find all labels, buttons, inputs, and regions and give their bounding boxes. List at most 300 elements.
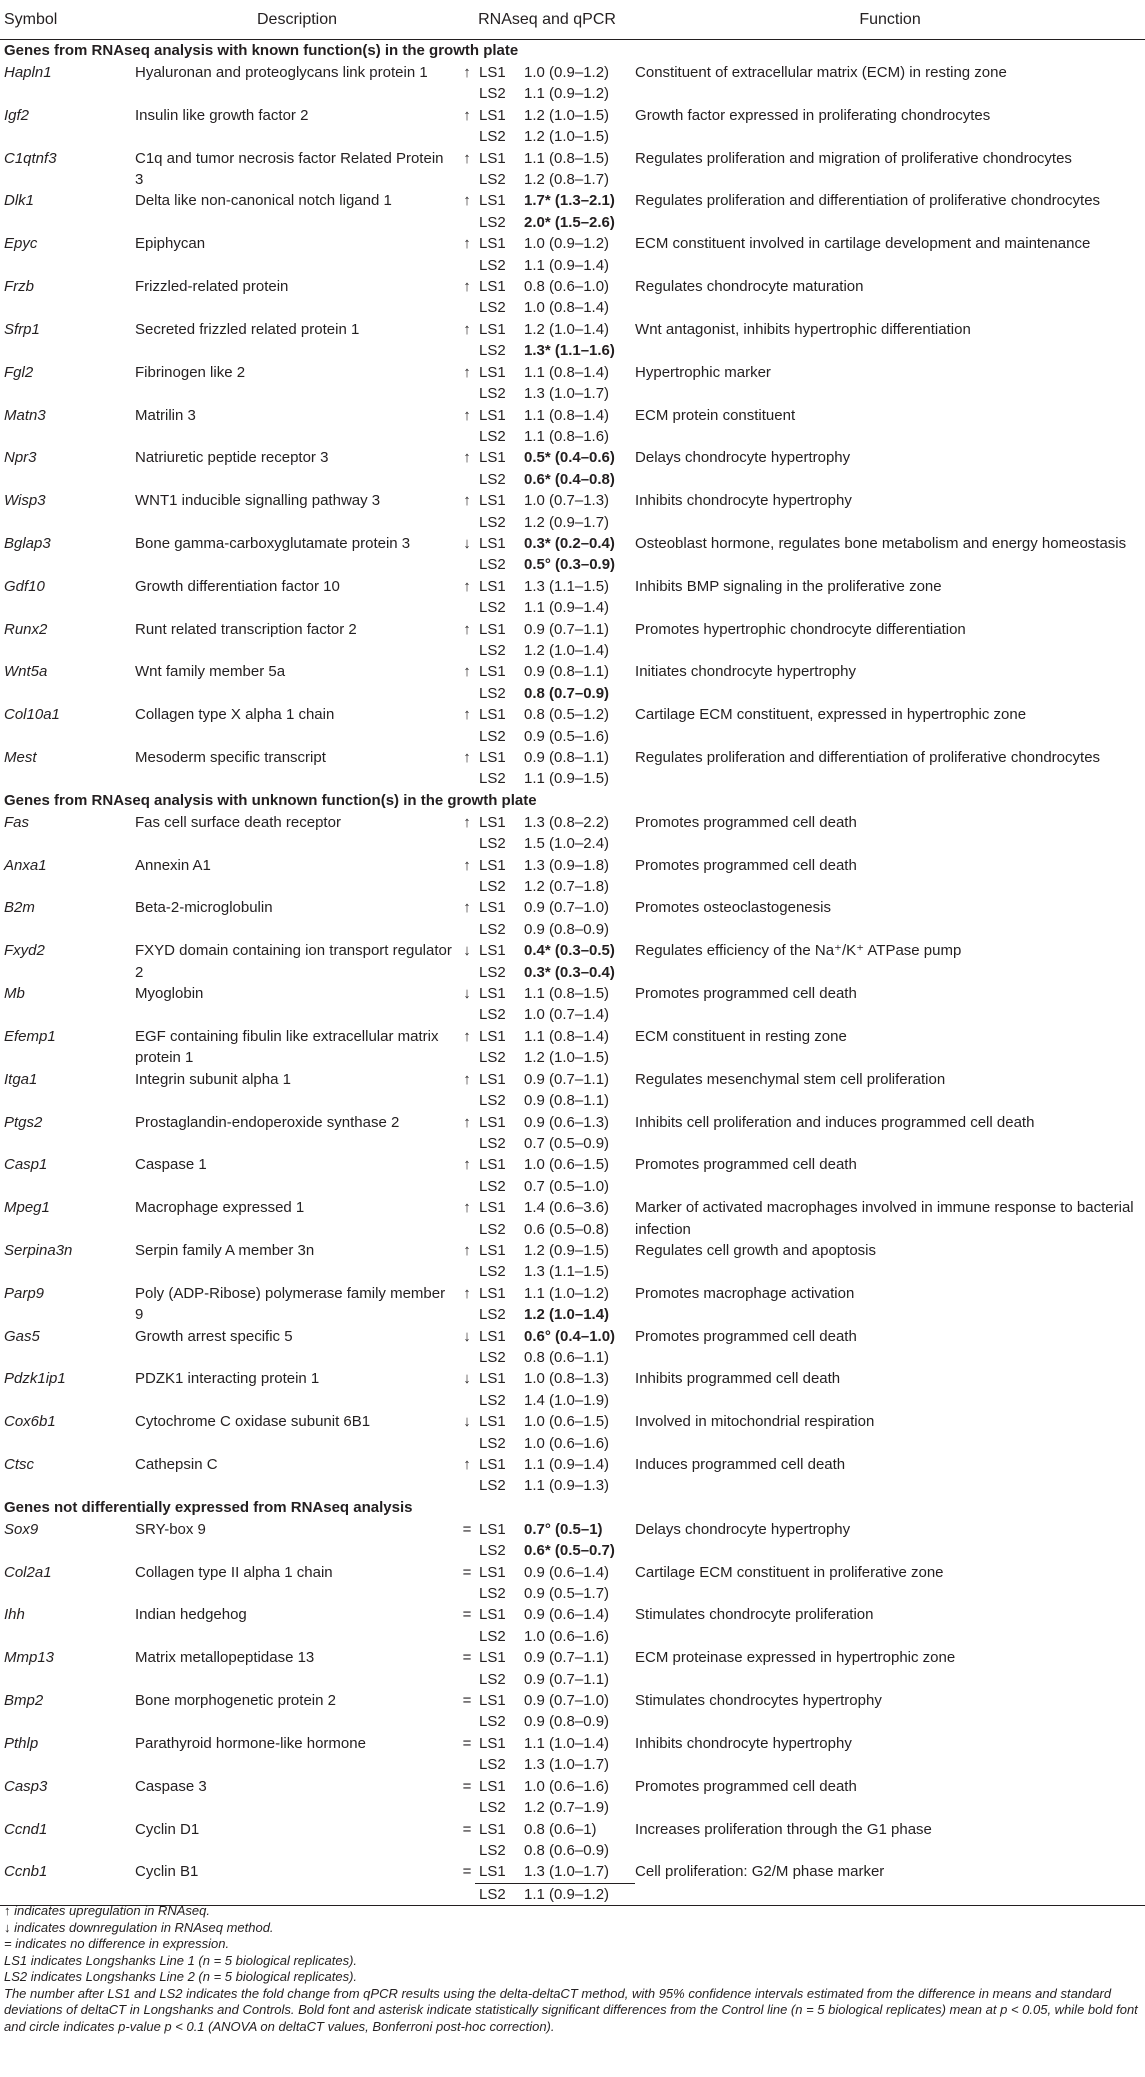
fold-change-ls1: 1.3 (1.1–1.5) bbox=[524, 577, 610, 595]
gene-symbol: Igf2 bbox=[4, 106, 30, 124]
gene-symbol: Parp9 bbox=[4, 1284, 45, 1302]
gene-symbol: Bglap3 bbox=[4, 534, 51, 552]
expression-direction-icon: = bbox=[462, 1734, 472, 1752]
gene-symbol: Ihh bbox=[4, 1606, 25, 1624]
gene-function: ECM proteinase expressed in hypertrophic zone bbox=[635, 1649, 956, 1667]
fold-change-ls1: 1.1 (0.8–1.4) bbox=[524, 363, 610, 381]
line-label-ls2: LS2 bbox=[479, 1799, 506, 1817]
fold-change-ls1: 0.3* (0.2–0.4) bbox=[524, 534, 615, 552]
fold-change-ls2: 0.6* (0.4–0.8) bbox=[524, 470, 615, 488]
line-label-ls1: LS1 bbox=[479, 1327, 506, 1345]
table-row bbox=[0, 1326, 1145, 1347]
gene-description: Runt related transcription factor 2 bbox=[135, 620, 357, 638]
expression-direction-icon: ↑ bbox=[463, 899, 471, 917]
fold-change-ls2: 0.6 (0.5–0.8) bbox=[524, 1220, 610, 1238]
gene-description: Macrophage expressed 1 bbox=[135, 1199, 305, 1217]
fold-change-ls2: 0.6* (0.5–0.7) bbox=[524, 1542, 615, 1560]
fold-change-ls1: 1.1 (0.8–1.5) bbox=[524, 985, 610, 1003]
fold-change-ls2: 1.1 (0.9–1.2) bbox=[520, 1883, 635, 1905]
gene-symbol: Hapln1 bbox=[4, 64, 52, 81]
fold-change-ls2: 1.0 (0.8–1.4) bbox=[524, 299, 610, 317]
gene-function: Growth factor expressed in proliferating chondrocytes bbox=[635, 106, 991, 124]
gene-symbol: Casp1 bbox=[4, 1156, 48, 1174]
table-row bbox=[0, 1562, 1145, 1583]
line-label-ls2: LS2 bbox=[479, 1177, 506, 1195]
line-label-ls1: LS1 bbox=[479, 235, 506, 253]
gene-function: Promotes programmed cell death bbox=[635, 856, 857, 874]
line-label-ls2: LS2 bbox=[479, 128, 506, 146]
line-label-ls1: LS1 bbox=[479, 577, 506, 595]
line-label-ls1: LS1 bbox=[479, 1370, 506, 1388]
gene-function: Regulates cell growth and apoptosis bbox=[635, 1241, 877, 1259]
fold-change-ls1: 0.9 (0.8–1.1) bbox=[524, 663, 610, 681]
table-row bbox=[0, 1861, 1145, 1883]
gene-symbol: Itga1 bbox=[4, 1070, 38, 1088]
gene-symbol: B2m bbox=[4, 899, 35, 917]
gene-symbol: Casp3 bbox=[4, 1777, 48, 1795]
table-row bbox=[0, 1069, 1145, 1090]
gene-symbol: Ptgs2 bbox=[4, 1113, 43, 1131]
fold-change-ls2: 1.0 (0.6–1.6) bbox=[524, 1627, 610, 1645]
table-row bbox=[0, 1519, 1145, 1540]
table-row bbox=[0, 490, 1145, 511]
table-body bbox=[0, 40, 1145, 1906]
fold-change-ls1: 0.4* (0.3–0.5) bbox=[524, 942, 615, 960]
gene-description: Frizzled-related protein bbox=[135, 278, 289, 296]
fold-change-ls1: 1.4 (0.6–3.6) bbox=[524, 1199, 610, 1217]
footnote: The number after LS1 and LS2 indicates the fold change from qPCR results using the delta-deltaCT method, with 95% confidence intervals estimated from the difference in means and standard deviations of deltaCT in Longshanks and Controls. Bold font and asterisk indicate statistically significant differences from the Control line (n = 5 biological replicates) mean at p < 0.05, while bold font and circle indicates p-value p < 0.1 (ANOVA on deltaCT values, Bonferroni post-hoc correction). bbox=[4, 1985, 1138, 2034]
gene-symbol: Runx2 bbox=[4, 620, 48, 638]
gene-description: Epiphycan bbox=[135, 235, 206, 253]
gene-description: Natriuretic peptide receptor 3 bbox=[135, 449, 329, 467]
line-label-ls2: LS2 bbox=[475, 1883, 520, 1905]
line-label-ls2: LS2 bbox=[479, 878, 506, 896]
gene-description: Bone morphogenetic protein 2 bbox=[135, 1692, 336, 1710]
table-row bbox=[0, 1154, 1145, 1175]
line-label-ls1: LS1 bbox=[479, 1456, 506, 1473]
expression-direction-icon: ↑ bbox=[463, 149, 471, 167]
gene-function: Promotes programmed cell death bbox=[635, 1327, 857, 1345]
table-row bbox=[0, 405, 1145, 426]
line-label-ls1: LS1 bbox=[479, 149, 506, 167]
line-label-ls2: LS2 bbox=[479, 1134, 506, 1152]
line-label-ls1: LS1 bbox=[479, 363, 506, 381]
gene-function: Promotes osteoclastogenesis bbox=[635, 899, 831, 917]
line-label-ls1: LS1 bbox=[479, 492, 506, 510]
section-header-row bbox=[0, 1497, 1145, 1519]
expression-direction-icon: ↑ bbox=[463, 1113, 471, 1131]
section-header-row bbox=[0, 790, 1145, 812]
line-label-ls2: LS2 bbox=[479, 1220, 506, 1238]
line-label-ls1: LS1 bbox=[479, 1027, 506, 1045]
table-row bbox=[0, 148, 1145, 169]
expression-direction-icon: ↑ bbox=[463, 813, 471, 831]
gene-symbol: Serpina3n bbox=[4, 1241, 73, 1259]
gene-description: Annexin A1 bbox=[135, 856, 211, 874]
line-label-ls2: LS2 bbox=[479, 727, 506, 745]
gene-description: FXYD domain containing ion transport regulator 2 bbox=[135, 942, 452, 981]
gene-symbol: Col10a1 bbox=[4, 706, 60, 724]
fold-change-ls1: 1.0 (0.7–1.3) bbox=[524, 492, 610, 510]
expression-direction-icon: ↑ bbox=[463, 1456, 471, 1473]
line-label-ls1: LS1 bbox=[479, 406, 506, 424]
expression-direction-icon: = bbox=[462, 1563, 472, 1581]
fold-change-ls2: 0.9 (0.7–1.1) bbox=[524, 1670, 610, 1688]
fold-change-ls1: 1.1 (1.0–1.4) bbox=[524, 1734, 610, 1752]
table-row bbox=[0, 1283, 1145, 1304]
gene-symbol: Ccnb1 bbox=[0, 1861, 135, 1905]
gene-function: Inhibits chondrocyte hypertrophy bbox=[635, 492, 852, 510]
line-label-ls2: LS2 bbox=[479, 835, 506, 853]
table-row bbox=[0, 747, 1145, 768]
gene-description: Matrix metallopeptidase 13 bbox=[135, 1649, 315, 1667]
gene-description: Collagen type II alpha 1 chain bbox=[135, 1563, 333, 1581]
gene-function: Delays chondrocyte hypertrophy bbox=[635, 1520, 851, 1538]
gene-symbol: Efemp1 bbox=[4, 1027, 56, 1045]
fold-change-ls2: 1.3 (1.0–1.7) bbox=[524, 1756, 610, 1774]
line-label-ls1: LS1 bbox=[479, 1734, 506, 1752]
fold-change-ls2: 0.8 (0.7–0.9) bbox=[524, 684, 610, 702]
gene-symbol: Sox9 bbox=[4, 1520, 39, 1538]
gene-function: Cartilage ECM constituent, expressed in hypertrophic zone bbox=[635, 706, 1027, 724]
gene-function: Cartilage ECM constituent in proliferative zone bbox=[635, 1563, 944, 1581]
line-label-ls1: LS1 bbox=[479, 1156, 506, 1174]
expression-direction-icon: ↑ bbox=[463, 235, 471, 253]
line-label-ls1: LS1 bbox=[479, 1070, 506, 1088]
line-label-ls2: LS2 bbox=[479, 470, 506, 488]
fold-change-ls2: 1.4 (1.0–1.9) bbox=[524, 1391, 610, 1409]
expression-direction-icon: ↓ bbox=[463, 942, 471, 960]
table-row bbox=[0, 1454, 1145, 1475]
fold-change-ls1: 1.7* (1.3–2.1) bbox=[524, 192, 615, 210]
fold-change-ls1: 1.0 (0.9–1.2) bbox=[524, 64, 610, 81]
gene-description: Secreted frizzled related protein 1 bbox=[135, 320, 360, 338]
line-label-ls1: LS1 bbox=[479, 64, 506, 81]
gene-symbol: Bmp2 bbox=[4, 1692, 44, 1710]
line-label-ls1: LS1 bbox=[479, 899, 506, 917]
section-title: Genes from RNAseq analysis with unknown function(s) in the growth plate bbox=[4, 791, 537, 809]
line-label-ls1: LS1 bbox=[479, 985, 506, 1003]
gene-description: Cytochrome C oxidase subunit 6B1 bbox=[135, 1413, 371, 1431]
gene-function: Regulates proliferation and differentiation of proliferative chondrocytes bbox=[635, 749, 1101, 766]
gene-description: Cyclin B1 bbox=[135, 1861, 459, 1905]
expression-direction-icon: ↑ bbox=[463, 749, 471, 766]
gene-function: Induces programmed cell death bbox=[635, 1456, 846, 1473]
line-label-ls1: LS1 bbox=[479, 534, 506, 552]
expression-direction-icon: = bbox=[462, 1820, 472, 1838]
fold-change-ls2: 0.9 (0.8–1.1) bbox=[524, 1092, 610, 1110]
line-label-ls2: LS2 bbox=[479, 963, 506, 981]
line-label-ls1: LS1 bbox=[475, 1861, 520, 1883]
gene-function: Constituent of extracellular matrix (ECM) in resting zone bbox=[635, 64, 1007, 81]
fold-change-ls1: 1.1 (0.8–1.5) bbox=[524, 149, 610, 167]
fold-change-ls2: 1.2 (1.0–1.5) bbox=[524, 128, 610, 146]
line-label-ls1: LS1 bbox=[479, 1606, 506, 1624]
gene-function: Initiates chondrocyte hypertrophy bbox=[635, 663, 856, 681]
fold-change-ls1: 1.3 (1.0–1.7) bbox=[520, 1861, 635, 1883]
gene-function: ECM protein constituent bbox=[635, 406, 796, 424]
gene-symbol: Col2a1 bbox=[4, 1563, 52, 1581]
footnote: = indicates no difference in expression. bbox=[4, 1936, 230, 1951]
fold-change-ls2: 1.2 (0.7–1.9) bbox=[524, 1799, 610, 1817]
expression-direction-icon: ↑ bbox=[463, 1156, 471, 1174]
table-row bbox=[0, 576, 1145, 597]
gene-description: Cathepsin C bbox=[135, 1456, 218, 1473]
fold-change-ls2: 0.5° (0.3–0.9) bbox=[524, 556, 616, 574]
gene-function: Promotes programmed cell death bbox=[635, 985, 857, 1003]
gene-description: Beta-2-microglobulin bbox=[135, 899, 273, 917]
gene-description: Growth arrest specific 5 bbox=[135, 1327, 293, 1345]
expression-direction-icon: ↑ bbox=[463, 106, 471, 124]
line-label-ls2: LS2 bbox=[479, 1627, 506, 1645]
expression-direction-icon: = bbox=[462, 1606, 472, 1624]
gene-symbol: Fgl2 bbox=[4, 363, 34, 381]
gene-function: Inhibits programmed cell death bbox=[635, 1370, 841, 1388]
fold-change-ls2: 1.0 (0.6–1.6) bbox=[524, 1434, 610, 1452]
gene-symbol: Mb bbox=[4, 985, 25, 1003]
gene-symbol: Sfrp1 bbox=[4, 320, 40, 338]
expression-direction-icon: ↑ bbox=[463, 663, 471, 681]
fold-change-ls1: 0.9 (0.8–1.1) bbox=[524, 749, 610, 766]
gene-function: Stimulates chondrocyte proliferation bbox=[635, 1606, 874, 1624]
gene-description: Collagen type X alpha 1 chain bbox=[135, 706, 335, 724]
expression-direction-icon: = bbox=[462, 1777, 472, 1795]
header-rnaseq-qpcr: RNAseq and qPCR bbox=[459, 0, 635, 40]
fold-change-ls2: 1.3 (1.0–1.7) bbox=[524, 385, 610, 403]
footnote: LS1 indicates Longshanks Line 1 (n = 5 biological replicates). bbox=[4, 1952, 358, 1968]
gene-symbol: Mpeg1 bbox=[4, 1199, 50, 1217]
table-row bbox=[0, 190, 1145, 211]
table-header bbox=[0, 0, 1145, 40]
expression-direction-icon: ↑ bbox=[463, 492, 471, 510]
fold-change-ls2: 0.9 (0.8–0.9) bbox=[524, 920, 610, 938]
line-label-ls2: LS2 bbox=[479, 1713, 506, 1731]
line-label-ls1: LS1 bbox=[479, 1241, 506, 1259]
line-label-ls1: LS1 bbox=[479, 1199, 506, 1217]
fold-change-ls1: 0.5* (0.4–0.6) bbox=[524, 449, 615, 467]
gene-function: Regulates efficiency of the Na⁺/K⁺ ATPase pump bbox=[635, 942, 962, 960]
gene-symbol: C1qtnf3 bbox=[4, 149, 57, 167]
line-label-ls1: LS1 bbox=[479, 192, 506, 210]
fold-change-ls1: 1.1 (0.8–1.4) bbox=[524, 1027, 610, 1045]
gene-symbol: Gdf10 bbox=[4, 577, 45, 595]
gene-description: Growth differentiation factor 10 bbox=[135, 577, 340, 595]
gene-description: Indian hedgehog bbox=[135, 1606, 247, 1624]
line-label-ls2: LS2 bbox=[479, 513, 506, 531]
gene-description: WNT1 inducible signalling pathway 3 bbox=[135, 492, 381, 510]
fold-change-ls1: 0.8 (0.6–1.0) bbox=[524, 278, 610, 296]
section-title: Genes from RNAseq analysis with known function(s) in the growth plate bbox=[4, 42, 519, 59]
gene-description: SRY-box 9 bbox=[135, 1520, 206, 1538]
line-label-ls2: LS2 bbox=[479, 684, 506, 702]
gene-function: Wnt antagonist, inhibits hypertrophic differentiation bbox=[635, 320, 971, 338]
line-label-ls1: LS1 bbox=[479, 449, 506, 467]
gene-description: EGF containing fibulin like extracellular matrix protein 1 bbox=[135, 1027, 439, 1067]
gene-symbol: Wisp3 bbox=[4, 492, 46, 510]
fold-change-ls2: 1.0 (0.7–1.4) bbox=[524, 1006, 610, 1024]
fold-change-ls1: 1.3 (0.9–1.8) bbox=[524, 856, 610, 874]
line-label-ls1: LS1 bbox=[479, 706, 506, 724]
expression-direction-icon: = bbox=[462, 1649, 472, 1667]
fold-change-ls1: 0.9 (0.6–1.4) bbox=[524, 1563, 610, 1581]
gene-function: Promotes macrophage activation bbox=[635, 1284, 855, 1302]
table-row bbox=[0, 1604, 1145, 1625]
table-row bbox=[0, 105, 1145, 126]
line-label-ls2: LS2 bbox=[479, 385, 506, 403]
fold-change-ls1: 1.2 (0.9–1.5) bbox=[524, 1241, 610, 1259]
gene-description: Serpin family A member 3n bbox=[135, 1241, 315, 1259]
expression-direction-icon: ↑ bbox=[463, 856, 471, 874]
fold-change-ls1: 0.9 (0.7–1.0) bbox=[524, 899, 610, 917]
line-label-ls1: LS1 bbox=[479, 620, 506, 638]
gene-symbol: Matn3 bbox=[4, 406, 46, 424]
gene-description: PDZK1 interacting protein 1 bbox=[135, 1370, 320, 1388]
expression-direction-icon: ↓ bbox=[463, 985, 471, 1003]
line-label-ls1: LS1 bbox=[479, 942, 506, 960]
footnote: ↓ indicates downregulation in RNAseq method. bbox=[4, 1919, 274, 1935]
table-row bbox=[0, 1368, 1145, 1389]
table-row bbox=[0, 533, 1145, 554]
line-label-ls2: LS2 bbox=[479, 1670, 506, 1688]
fold-change-ls2: 0.8 (0.6–1.1) bbox=[524, 1348, 610, 1366]
gene-description: Parathyroid hormone-like hormone bbox=[135, 1734, 366, 1752]
fold-change-ls2: 1.2 (1.0–1.5) bbox=[524, 1049, 610, 1067]
table-row bbox=[0, 983, 1145, 1004]
line-label-ls1: LS1 bbox=[479, 856, 506, 874]
fold-change-ls1: 0.7° (0.5–1) bbox=[524, 1520, 603, 1538]
fold-change-ls2: 0.3* (0.3–0.4) bbox=[524, 963, 615, 981]
gene-function: Inhibits cell proliferation and induces programmed cell death bbox=[635, 1113, 1035, 1131]
fold-change-ls1: 1.0 (0.6–1.6) bbox=[524, 1777, 610, 1795]
line-label-ls2: LS2 bbox=[479, 299, 506, 317]
expression-direction-icon: ↑ bbox=[463, 620, 471, 638]
gene-symbol: Mest bbox=[4, 749, 37, 766]
gene-description: Fibrinogen like 2 bbox=[135, 363, 246, 381]
line-label-ls1: LS1 bbox=[479, 1413, 506, 1431]
line-label-ls1: LS1 bbox=[479, 1563, 506, 1581]
expression-direction-icon: ↑ bbox=[463, 1284, 471, 1302]
table-row bbox=[0, 1411, 1145, 1432]
fold-change-ls1: 0.9 (0.6–1.3) bbox=[524, 1113, 610, 1131]
fold-change-ls2: 1.2 (0.9–1.7) bbox=[524, 513, 610, 531]
line-label-ls2: LS2 bbox=[479, 641, 506, 659]
expression-direction-icon: ↑ bbox=[463, 363, 471, 381]
expression-direction-icon: ↑ bbox=[463, 320, 471, 338]
expression-direction-icon: ↑ bbox=[463, 278, 471, 296]
fold-change-ls1: 1.1 (0.9–1.4) bbox=[524, 1456, 610, 1473]
gene-function: Involved in mitochondrial respiration bbox=[635, 1413, 875, 1431]
gene-symbol: Fxyd2 bbox=[4, 942, 45, 960]
line-label-ls2: LS2 bbox=[479, 256, 506, 274]
gene-function: Cell proliferation: G2/M phase marker bbox=[635, 1861, 1145, 1905]
line-label-ls1: LS1 bbox=[479, 1520, 506, 1538]
fold-change-ls2: 0.7 (0.5–1.0) bbox=[524, 1177, 610, 1195]
fold-change-ls1: 0.9 (0.7–1.1) bbox=[524, 1649, 610, 1667]
expression-direction-icon: = bbox=[462, 1692, 472, 1710]
line-label-ls2: LS2 bbox=[479, 1306, 506, 1324]
table-row bbox=[0, 1819, 1145, 1840]
fold-change-ls2: 1.1 (0.9–1.3) bbox=[524, 1477, 610, 1495]
gene-function: Stimulates chondrocytes hypertrophy bbox=[635, 1692, 882, 1710]
fold-change-ls1: 0.6° (0.4–1.0) bbox=[524, 1327, 616, 1345]
gene-function: ECM constituent involved in cartilage development and maintenance bbox=[635, 235, 1091, 253]
table-row bbox=[0, 62, 1145, 83]
gene-function: Promotes programmed cell death bbox=[635, 813, 857, 831]
fold-change-ls2: 1.1 (0.9–1.4) bbox=[524, 256, 610, 274]
line-label-ls1: LS1 bbox=[479, 278, 506, 296]
expression-direction-icon: = bbox=[459, 1861, 475, 1905]
fold-change-ls1: 1.0 (0.6–1.5) bbox=[524, 1413, 610, 1431]
table-footnotes bbox=[4, 1903, 1141, 2035]
line-label-ls2: LS2 bbox=[479, 1092, 506, 1110]
table-row bbox=[0, 704, 1145, 725]
line-label-ls1: LS1 bbox=[479, 1777, 506, 1795]
expression-direction-icon: = bbox=[462, 1520, 472, 1538]
gene-symbol: Frzb bbox=[4, 278, 34, 296]
fold-change-ls2: 1.2 (1.0–1.4) bbox=[524, 1306, 610, 1324]
gene-symbol: Gas5 bbox=[4, 1327, 40, 1345]
line-label-ls2: LS2 bbox=[479, 1542, 506, 1560]
expression-direction-icon: ↑ bbox=[463, 406, 471, 424]
line-label-ls1: LS1 bbox=[479, 1692, 506, 1710]
table-row bbox=[0, 855, 1145, 876]
footnote: ↑ indicates upregulation in RNAseq. bbox=[4, 1903, 210, 1918]
gene-symbol: Epyc bbox=[4, 235, 38, 253]
gene-description: Insulin like growth factor 2 bbox=[135, 106, 309, 124]
expression-direction-icon: ↑ bbox=[463, 64, 471, 81]
gene-symbol: Pdzk1ip1 bbox=[4, 1370, 66, 1388]
line-label-ls1: LS1 bbox=[479, 320, 506, 338]
line-label-ls1: LS1 bbox=[479, 1113, 506, 1131]
fold-change-ls2: 2.0* (1.5–2.6) bbox=[524, 213, 615, 231]
line-label-ls2: LS2 bbox=[479, 171, 506, 189]
table-row bbox=[0, 233, 1145, 254]
fold-change-ls2: 1.1 (0.9–1.2) bbox=[524, 85, 610, 103]
line-label-ls2: LS2 bbox=[479, 1585, 506, 1603]
line-label-ls2: LS2 bbox=[479, 1049, 506, 1067]
table-row bbox=[0, 362, 1145, 383]
fold-change-ls2: 0.9 (0.8–0.9) bbox=[524, 1713, 610, 1731]
gene-function: Delays chondrocyte hypertrophy bbox=[635, 449, 851, 467]
gene-function: Promotes programmed cell death bbox=[635, 1777, 857, 1795]
gene-function: Regulates proliferation and migration of proliferative chondrocytes bbox=[635, 149, 1072, 167]
fold-change-ls1: 1.2 (1.0–1.4) bbox=[524, 320, 610, 338]
table-row bbox=[0, 940, 1145, 961]
fold-change-ls1: 1.0 (0.8–1.3) bbox=[524, 1370, 610, 1388]
gene-description: Wnt family member 5a bbox=[135, 663, 286, 681]
fold-change-ls2: 1.2 (1.0–1.4) bbox=[524, 641, 610, 659]
expression-direction-icon: ↑ bbox=[463, 192, 471, 210]
table-row bbox=[0, 276, 1145, 297]
line-label-ls2: LS2 bbox=[479, 342, 506, 360]
fold-change-ls2: 1.5 (1.0–2.4) bbox=[524, 835, 610, 853]
fold-change-ls1: 0.8 (0.6–1) bbox=[524, 1820, 597, 1838]
fold-change-ls2: 1.2 (0.8–1.7) bbox=[524, 171, 610, 189]
fold-change-ls1: 0.8 (0.5–1.2) bbox=[524, 706, 610, 724]
gene-symbol: Mmp13 bbox=[4, 1649, 55, 1667]
fold-change-ls2: 1.1 (0.8–1.6) bbox=[524, 427, 610, 445]
table-row bbox=[0, 319, 1145, 340]
table-row bbox=[0, 897, 1145, 918]
gene-symbol: Npr3 bbox=[4, 449, 37, 467]
gene-symbol: Pthlp bbox=[4, 1734, 39, 1752]
table-row bbox=[0, 619, 1145, 640]
line-label-ls1: LS1 bbox=[479, 106, 506, 124]
line-label-ls1: LS1 bbox=[479, 663, 506, 681]
gene-function: Hypertrophic marker bbox=[635, 363, 771, 381]
gene-description: Prostaglandin-endoperoxide synthase 2 bbox=[135, 1113, 400, 1131]
fold-change-ls1: 0.9 (0.7–1.1) bbox=[524, 1070, 610, 1088]
